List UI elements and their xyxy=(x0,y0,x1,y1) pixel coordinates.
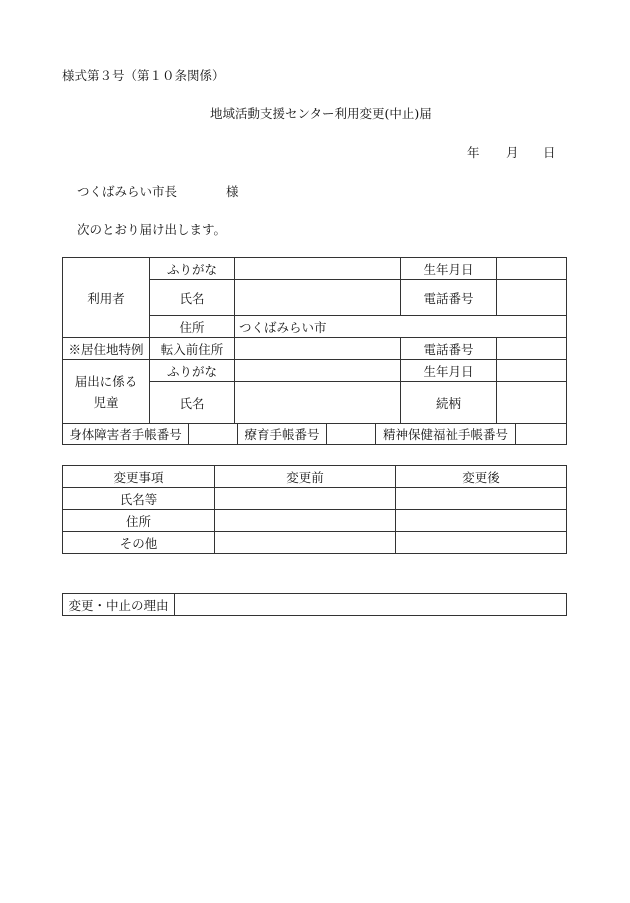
user-label: 利用者 xyxy=(63,258,150,338)
user-address-field[interactable]: つくばみらい市 xyxy=(235,316,567,338)
user-birthdate-label: 生年月日 xyxy=(401,258,497,280)
mental-book-label: 精神保健福祉手帳番号 xyxy=(376,424,516,445)
child-name-label: 氏名 xyxy=(150,382,235,424)
addressee: つくばみらい市長 xyxy=(77,184,178,199)
child-furigana-label: ふりがな xyxy=(150,360,235,382)
user-address-label: 住所 xyxy=(150,316,235,338)
child-label-line2: 児童 xyxy=(93,394,119,410)
change-row-address-after[interactable] xyxy=(396,510,567,532)
user-birthdate-field[interactable] xyxy=(497,258,567,280)
user-furigana-field[interactable] xyxy=(235,258,401,280)
honorific: 様 xyxy=(226,184,239,199)
change-table xyxy=(62,465,567,554)
change-row-other-after[interactable] xyxy=(396,532,567,554)
change-row-name-label: 氏名等 xyxy=(63,488,215,510)
reason-field[interactable] xyxy=(175,594,567,616)
change-row-address-label: 住所 xyxy=(63,510,215,532)
date-year-label: 年 xyxy=(467,145,480,160)
special-phone-field[interactable] xyxy=(497,338,567,360)
child-birthdate-field[interactable] xyxy=(497,360,567,382)
date-day-label: 日 xyxy=(543,145,556,160)
change-row-name-after[interactable] xyxy=(396,488,567,510)
change-row-other-before[interactable] xyxy=(215,532,396,554)
change-row-address-before[interactable] xyxy=(215,510,396,532)
child-birthdate-label: 生年月日 xyxy=(401,360,497,382)
reason-table xyxy=(62,593,567,616)
special-residence-label: ※居住地特例 xyxy=(63,338,150,360)
previous-address-label: 転入前住所 xyxy=(150,338,235,360)
child-label-line1: 届出に係る xyxy=(74,373,138,389)
user-name-field[interactable] xyxy=(235,280,401,316)
intro-text: 次のとおり届け出します。 xyxy=(77,222,227,237)
child-name-field[interactable] xyxy=(235,382,401,424)
applicant-table xyxy=(62,257,567,424)
disability-book-label: 身体障害者手帳番号 xyxy=(63,424,189,445)
child-relationship-field[interactable] xyxy=(497,382,567,424)
reason-label: 変更・中止の理由 xyxy=(63,594,175,616)
previous-address-field[interactable] xyxy=(235,338,401,360)
change-header-item: 変更事項 xyxy=(63,466,215,488)
change-row-other-label: その他 xyxy=(63,532,215,554)
special-phone-label: 電話番号 xyxy=(401,338,497,360)
handbook-table xyxy=(62,423,567,445)
child-label xyxy=(63,360,150,424)
user-phone-field[interactable] xyxy=(497,280,567,316)
user-furigana-label: ふりがな xyxy=(150,258,235,280)
child-furigana-field[interactable] xyxy=(235,360,401,382)
date-month-label: 月 xyxy=(506,145,519,160)
change-header-after: 変更後 xyxy=(396,466,567,488)
change-row-name-before[interactable] xyxy=(215,488,396,510)
form-number: 様式第３号（第１０条関係） xyxy=(62,68,225,83)
user-name-label: 氏名 xyxy=(150,280,235,316)
rehab-book-label: 療育手帳番号 xyxy=(238,424,327,445)
page-title: 地域活動支援センター利用変更(中止)届 xyxy=(210,106,432,121)
rehab-book-field[interactable] xyxy=(327,424,376,445)
change-header-before: 変更前 xyxy=(215,466,396,488)
child-relationship-label: 続柄 xyxy=(401,382,497,424)
mental-book-field[interactable] xyxy=(516,424,567,445)
disability-book-field[interactable] xyxy=(189,424,238,445)
user-phone-label: 電話番号 xyxy=(401,280,497,316)
